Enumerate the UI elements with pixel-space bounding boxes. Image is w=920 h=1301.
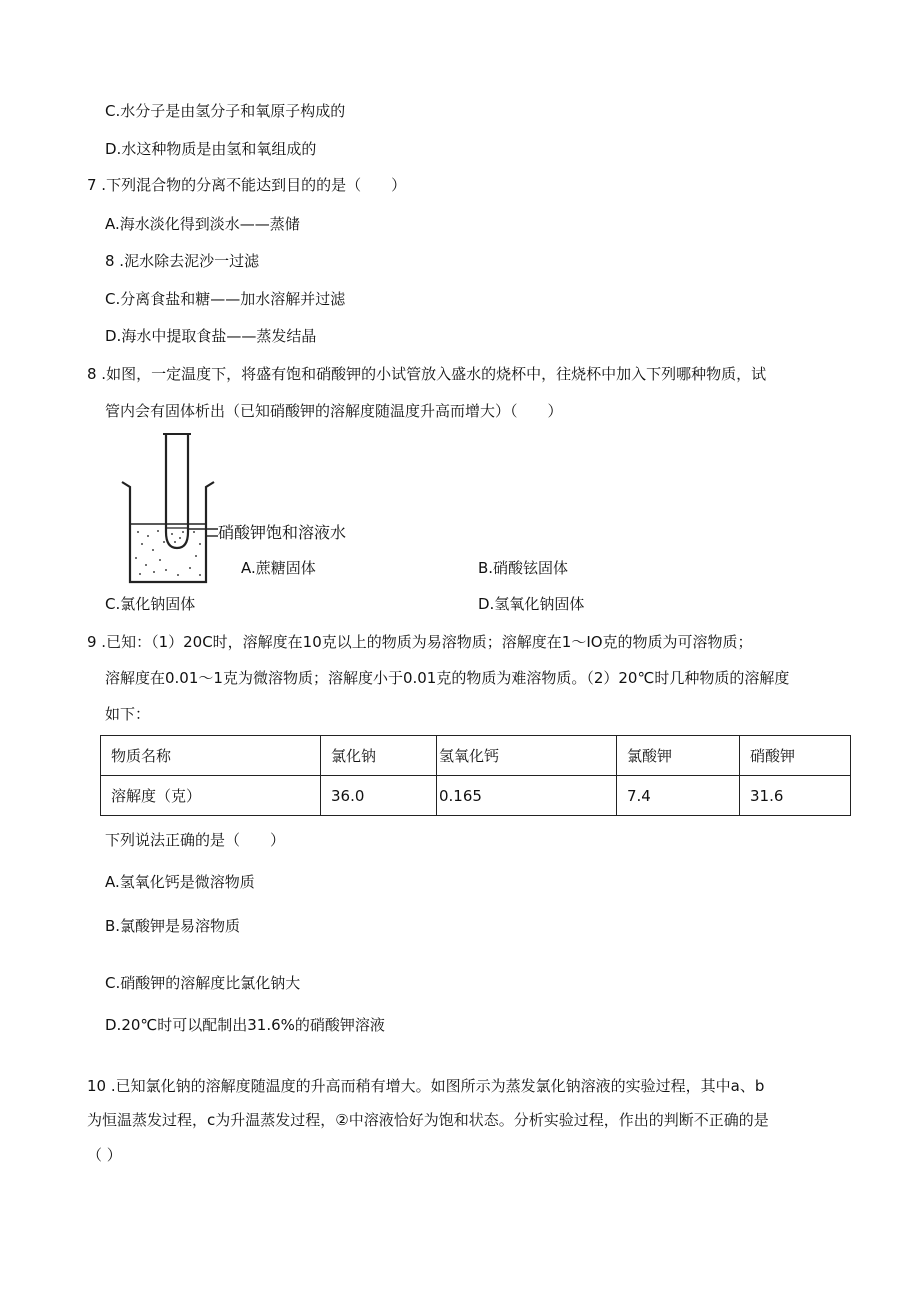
option-7b: 8 .泥水除去泥沙一过滤 xyxy=(105,252,260,270)
option-8c: C.氯化钠固体 xyxy=(105,595,196,613)
option-8b: B.硝酸铉固体 xyxy=(478,559,569,577)
question-9-stem: 9 .已知：（1）20C时，溶解度在10克以上的物质为易溶物质；溶解度在1～IO克的物质为可溶物质； xyxy=(87,633,753,651)
option-9d: D.20℃时可以配制出31.6%的硝酸钾溶液 xyxy=(105,1016,385,1034)
question-9-prompt: 下列说法正确的是（ ） xyxy=(105,831,286,849)
option-6c: C.水分子是由氢分子和氧原子构成的 xyxy=(105,102,346,120)
question-9-stem-end: 如下： xyxy=(105,705,151,723)
table-cell: 氯酸钾 xyxy=(617,736,740,776)
diagram-label: 硝酸钾饱和溶液水 xyxy=(218,523,347,542)
beaker-outline xyxy=(122,482,214,582)
question-7-stem: 7 .下列混合物的分离不能达到目的的是（ ） xyxy=(87,176,407,194)
option-9b: B.氯酸钾是易溶物质 xyxy=(105,917,241,935)
table-cell: 氢氧化钙 xyxy=(437,736,617,776)
table-row xyxy=(101,776,851,816)
table-cell: 溶解度（克） xyxy=(101,776,321,816)
table-cell: 氯化钠 xyxy=(321,736,437,776)
table-cell: 0.165 xyxy=(437,776,617,816)
option-8a: A.蔗糖固体 xyxy=(241,559,316,577)
table-cell: 31.6 xyxy=(740,776,851,816)
option-8d: D.氢氧化钠固体 xyxy=(478,595,585,613)
question-9-stem-cont: 溶解度在0.01～1克为微溶物质；溶解度小于0.01克的物质为难溶物质。（2）20℃时几种物质的溶解度 xyxy=(105,669,790,687)
option-9c: C.硝酸钾的溶解度比氯化钠大 xyxy=(105,974,301,992)
question-10-stem-end: （ ） xyxy=(87,1146,122,1164)
question-10-stem-cont: 为恒温蒸发过程，c为升温蒸发过程，②中溶液恰好为饱和状态。分析实验过程，作出的判断不正确的是 xyxy=(87,1111,769,1129)
option-7c: C.分离食盐和糖——加水溶解并过滤 xyxy=(105,290,346,308)
table-row xyxy=(101,736,851,776)
table-cell: 物质名称 xyxy=(101,736,321,776)
table-cell: 7.4 xyxy=(617,776,740,816)
question-8-stem: 8 .如图，一定温度下，将盛有饱和硝酸钾的小试管放入盛水的烧杯中，往烧杯中加入下列哪种物质，试 xyxy=(87,365,767,383)
table-cell: 36.0 xyxy=(321,776,437,816)
tube-solution-texture xyxy=(171,531,184,543)
option-7a: A.海水淡化得到淡水——蒸储 xyxy=(105,215,300,233)
question-10-stem: 10 .已知氯化钠的溶解度随温度的升高而稍有增大。如图所示为蒸发氯化钠溶液的实验过程，其中a、b xyxy=(87,1077,765,1095)
water-texture xyxy=(135,530,201,576)
table-cell: 硝酸钾 xyxy=(740,736,851,776)
solubility-table xyxy=(100,735,851,816)
question-8-stem-cont: 管内会有固体析出（已知硝酸钾的溶解度随温度升高而增大）（ ） xyxy=(105,402,563,420)
test-tube-outline xyxy=(166,434,188,548)
option-6d: D.水这种物质是由氢和氧组成的 xyxy=(105,140,317,158)
option-7d: D.海水中提取食盐——蒸发结晶 xyxy=(105,327,317,345)
option-9a: A.氢氧化钙是微溶物质 xyxy=(105,873,255,891)
